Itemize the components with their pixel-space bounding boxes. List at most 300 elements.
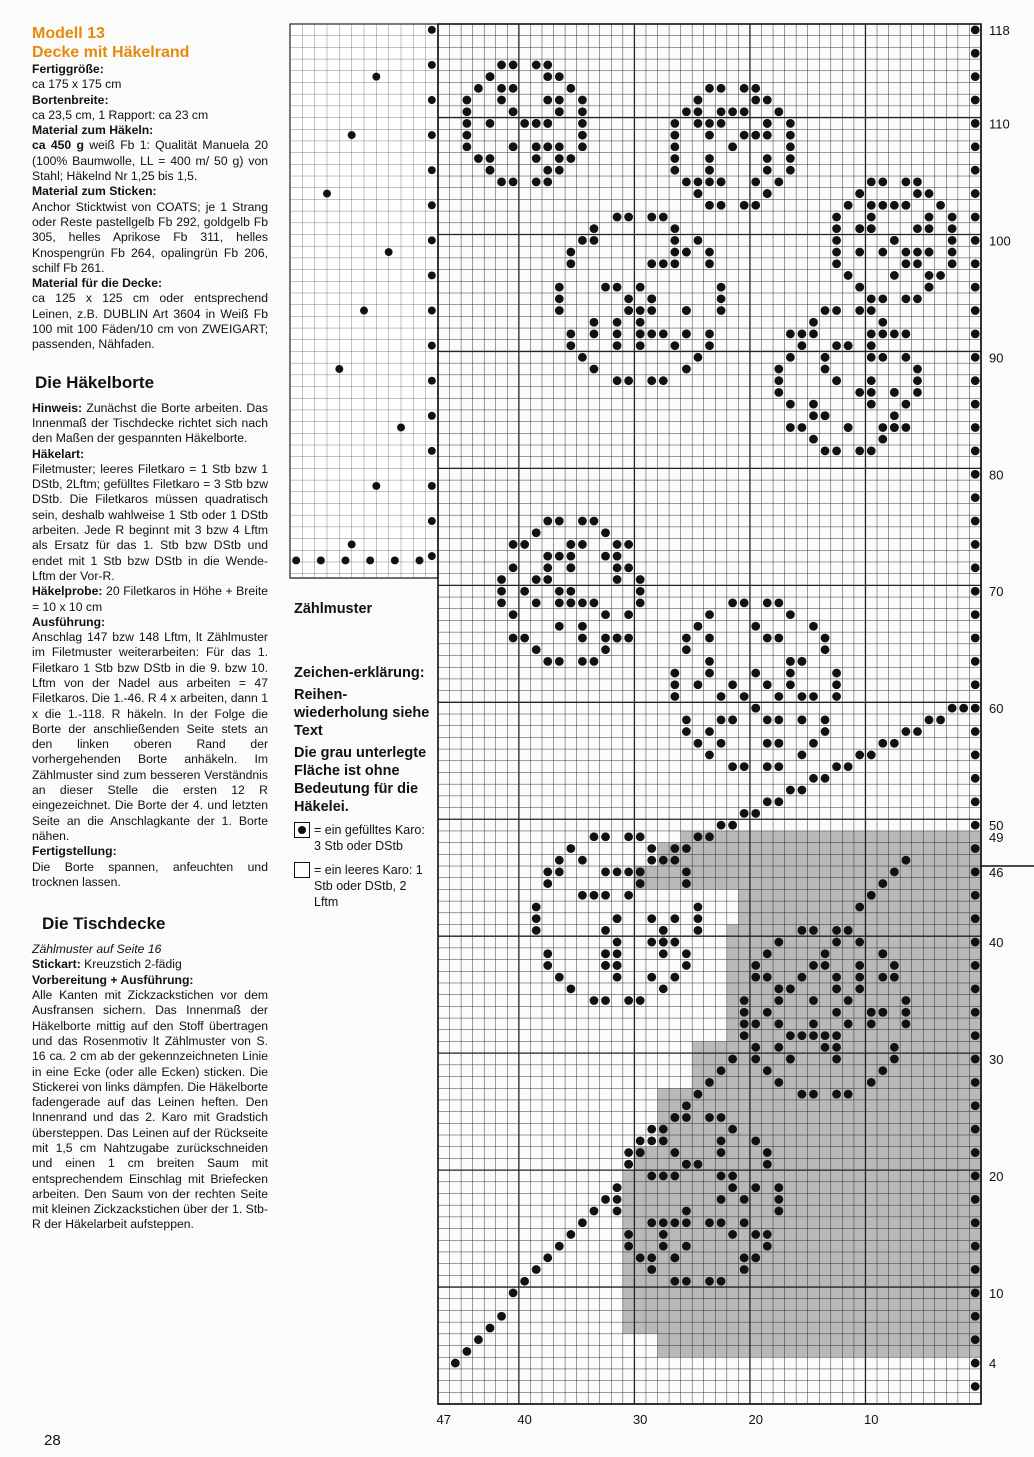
- filled-karo: [682, 1101, 691, 1110]
- filled-karo: [902, 856, 911, 865]
- filled-karo: [682, 715, 691, 724]
- row-label: 4: [989, 1356, 997, 1372]
- filled-karo: [855, 751, 864, 760]
- overlay-karo: [360, 307, 368, 315]
- filled-karo: [890, 236, 899, 245]
- filled-karo: [474, 154, 483, 163]
- filled-karo: [728, 1172, 737, 1181]
- filled-karo: [705, 1113, 714, 1122]
- filled-karo: [763, 1160, 772, 1169]
- filled-karo: [624, 376, 633, 385]
- filled-karo: [705, 657, 714, 666]
- filled-karo: [751, 973, 760, 982]
- filled-karo: [809, 411, 818, 420]
- filled-karo: [728, 680, 737, 689]
- material-haekeln-text: weiß Fb 1: Qualität Manuela 20 (100% Baumwolle, LL = 400 m/ 50 g) von Stahl; Häkelnd Nr 1,25 bis 1,5.: [32, 138, 269, 184]
- filled-karo: [659, 1218, 668, 1227]
- filled-karo: [647, 856, 656, 865]
- filled-karo: [763, 189, 772, 198]
- filled-karo: [636, 306, 645, 315]
- filled-karo: [647, 844, 656, 853]
- filled-karo: [694, 832, 703, 841]
- filled-karo: [590, 1207, 599, 1216]
- filled-karo: [497, 575, 506, 584]
- filled-karo: [786, 131, 795, 140]
- filled-karo: [509, 84, 518, 93]
- filled-karo: [890, 201, 899, 210]
- filled-karo: [774, 996, 783, 1005]
- filled-karo: [613, 1195, 622, 1204]
- filled-karo: [971, 376, 980, 385]
- filled-karo: [601, 552, 610, 561]
- filled-karo: [971, 821, 980, 830]
- filled-karo: [798, 423, 807, 432]
- filled-karo: [763, 973, 772, 982]
- filled-karo: [613, 634, 622, 643]
- filled-karo: [971, 634, 980, 643]
- filled-karo: [717, 294, 726, 303]
- filled-karo: [636, 879, 645, 888]
- filled-karo: [855, 283, 864, 292]
- filled-karo: [867, 353, 876, 362]
- filled-karo: [682, 177, 691, 186]
- filled-karo: [763, 599, 772, 608]
- filled-karo: [890, 423, 899, 432]
- filled-karo: [925, 715, 934, 724]
- overlay-karo: [428, 61, 436, 69]
- filled-karo: [971, 844, 980, 853]
- filled-karo: [740, 1020, 749, 1029]
- filled-karo: [821, 727, 830, 736]
- filled-karo: [751, 1253, 760, 1262]
- filled-karo: [532, 645, 541, 654]
- filled-karo: [902, 248, 911, 257]
- filled-karo: [971, 657, 980, 666]
- filled-karo: [971, 680, 980, 689]
- filled-karo: [694, 353, 703, 362]
- filled-karo: [659, 330, 668, 339]
- haekelart-label: Häkelart:: [32, 446, 85, 461]
- filled-karo: [647, 213, 656, 222]
- filled-karo: [948, 248, 957, 257]
- filled-karo: [774, 1195, 783, 1204]
- filled-karo: [878, 1008, 887, 1017]
- filled-karo: [971, 727, 980, 736]
- filled-karo: [694, 622, 703, 631]
- filled-karo: [809, 1031, 818, 1040]
- filled-karo: [890, 1055, 899, 1064]
- filled-karo: [613, 867, 622, 876]
- filled-karo: [855, 446, 864, 455]
- filled-karo: [844, 271, 853, 280]
- filled-karo: [878, 739, 887, 748]
- filled-karo: [670, 1113, 679, 1122]
- filled-karo: [717, 1218, 726, 1227]
- filled-karo: [509, 142, 518, 151]
- filled-karo: [971, 540, 980, 549]
- filled-karo: [613, 961, 622, 970]
- fertiggroesse-label: Fertiggröße:: [32, 62, 104, 76]
- filled-karo: [613, 575, 622, 584]
- filled-karo: [763, 949, 772, 958]
- filled-karo: [543, 879, 552, 888]
- legend-grau: Die grau unterlegte Fläche ist ohne Bedeutung für die Häkelei.: [294, 745, 427, 815]
- filled-karo: [670, 248, 679, 257]
- filled-karo: [590, 330, 599, 339]
- filled-karo: [774, 938, 783, 947]
- filled-karo: [855, 973, 864, 982]
- filled-karo: [717, 739, 726, 748]
- filled-karo: [809, 692, 818, 701]
- filled-karo: [890, 867, 899, 876]
- filled-karo: [971, 1078, 980, 1087]
- filled-karo: [682, 1113, 691, 1122]
- filled-karo: [578, 131, 587, 140]
- filled-karo: [543, 142, 552, 151]
- filled-karo: [867, 1008, 876, 1017]
- filled-karo: [809, 435, 818, 444]
- row-label: 20: [989, 1168, 1004, 1184]
- filled-karo: [971, 470, 980, 479]
- filled-karo: [670, 1172, 679, 1181]
- filled-karo: [786, 330, 795, 339]
- filled-karo: [740, 201, 749, 210]
- filled-karo: [867, 177, 876, 186]
- overlay-karo: [428, 96, 436, 104]
- filled-karo: [902, 1008, 911, 1017]
- filled-karo: [555, 552, 564, 561]
- filled-karo: [601, 634, 610, 643]
- filled-karo: [462, 107, 471, 116]
- filled-karo: [890, 271, 899, 280]
- filled-karo: [705, 201, 714, 210]
- filled-karo: [647, 330, 656, 339]
- filled-karo: [763, 715, 772, 724]
- filled-karo: [774, 1020, 783, 1029]
- filled-karo: [728, 107, 737, 116]
- filled-karo: [844, 1090, 853, 1099]
- filled-karo: [682, 1242, 691, 1251]
- filled-karo: [694, 914, 703, 923]
- row-label: 10: [989, 1285, 1004, 1301]
- filled-karo: [867, 751, 876, 760]
- filled-karo: [878, 949, 887, 958]
- filled-karo: [694, 1160, 703, 1169]
- filled-karo: [578, 599, 587, 608]
- filled-karo: [925, 213, 934, 222]
- filled-karo: [798, 330, 807, 339]
- filled-karo: [462, 142, 471, 151]
- filled-karo: [509, 610, 518, 619]
- filled-karo: [670, 844, 679, 853]
- filled-karo: [763, 1008, 772, 1017]
- filled-karo: [971, 96, 980, 105]
- filled-karo: [670, 154, 679, 163]
- filled-karo: [462, 119, 471, 128]
- filled-karo: [601, 832, 610, 841]
- filled-karo: [613, 914, 622, 923]
- filled-karo: [532, 142, 541, 151]
- filled-karo: [809, 622, 818, 631]
- filled-karo: [740, 1008, 749, 1017]
- filled-karo: [971, 984, 980, 993]
- row-label: 80: [989, 467, 1004, 483]
- col-label: 10: [864, 1412, 879, 1427]
- filled-karo: [821, 774, 830, 783]
- filled-karo: [786, 984, 795, 993]
- filled-karo: [786, 353, 795, 362]
- filled-karo: [601, 528, 610, 537]
- filled-karo: [751, 96, 760, 105]
- filled-karo: [532, 926, 541, 935]
- filled-karo: [763, 634, 772, 643]
- filled-karo: [867, 400, 876, 409]
- filled-karo: [844, 341, 853, 350]
- filled-karo: [509, 634, 518, 643]
- filled-karo: [486, 1324, 495, 1333]
- filled-karo: [728, 1055, 737, 1064]
- overlay-karo: [428, 26, 436, 34]
- filled-karo: [717, 692, 726, 701]
- legend-empty-text: = ein leeres Karo: 1 Stb oder DStb, 2 Lftm: [314, 863, 423, 909]
- filled-karo: [971, 1242, 980, 1251]
- filled-karo: [855, 388, 864, 397]
- filled-karo: [532, 1265, 541, 1274]
- filled-karo: [543, 166, 552, 175]
- ausfuehrung-text: Anschlag 147 bzw 148 Lftm, lt Zählmuster im Filetmuster weiterarbeiten: Für das 1. Filetkaro 1 Stb bzw DStb in die 9. bzw 10. Lftm von der Nadel aus arbeiten = 47 Filetkaros. Die 1.-46. R 4 x arbeiten, dann 1 x die 1.-118. R häkeln. In der Folge die Borte der anschließenden Seite stets an den linken oberen Rand der vorhergehenden Borte anhäkeln. Im Zählmuster sind zum besseren Verständnis an dieser Stelle die ersten 12 R eingezeichnet. Die Borte der 4. und letzten Seite an die Anschlagkante der 1. Borte nähen.: [32, 630, 268, 843]
- filled-karo: [948, 236, 957, 245]
- filled-karo: [878, 435, 887, 444]
- filled-karo: [855, 938, 864, 947]
- filled-karo: [936, 201, 945, 210]
- filled-karo: [578, 1218, 587, 1227]
- filled-karo: [578, 353, 587, 362]
- filled-karo: [832, 248, 841, 257]
- filled-karo: [682, 645, 691, 654]
- filled-karo: [613, 330, 622, 339]
- row-label: 70: [989, 584, 1004, 600]
- row-label: 100: [989, 233, 1011, 249]
- filled-karo: [670, 669, 679, 678]
- filled-karo: [647, 914, 656, 923]
- filled-karo: [740, 1031, 749, 1040]
- filled-karo: [971, 423, 980, 432]
- filled-karo: [474, 84, 483, 93]
- filled-karo: [971, 446, 980, 455]
- filled-karo: [751, 1183, 760, 1192]
- filled-karo: [832, 680, 841, 689]
- filled-karo: [971, 72, 980, 81]
- filled-karo: [509, 107, 518, 116]
- filled-karo: [751, 1043, 760, 1052]
- col-label: 47: [436, 1412, 452, 1427]
- filled-karo: [832, 984, 841, 993]
- filled-karo: [809, 926, 818, 935]
- filled-karo: [867, 376, 876, 385]
- bortenbreite-value: ca 23,5 cm, 1 Rapport: ca 23 cm: [32, 107, 209, 122]
- filled-karo: [497, 587, 506, 596]
- filled-karo: [971, 704, 980, 713]
- filled-karo: [682, 1207, 691, 1216]
- filled-karo: [867, 294, 876, 303]
- filled-karo: [971, 119, 980, 128]
- probe-text: 20 Filetkaros in Höhe + Breite = 10 x 10 cm: [32, 584, 269, 614]
- filled-karo: [532, 61, 541, 70]
- filled-karo: [971, 1195, 980, 1204]
- filled-karo: [670, 131, 679, 140]
- filled-karo: [786, 610, 795, 619]
- filled-karo: [694, 926, 703, 935]
- filled-karo: [647, 973, 656, 982]
- filled-karo: [717, 1172, 726, 1181]
- filled-karo: [636, 1136, 645, 1145]
- filled-karo: [717, 1066, 726, 1075]
- filled-karo: [462, 96, 471, 105]
- overlay-karo: [317, 556, 325, 564]
- filled-karo: [578, 891, 587, 900]
- overlay-karo: [335, 365, 343, 373]
- filled-karo: [705, 330, 714, 339]
- model-number: Modell 13: [32, 25, 105, 42]
- filled-karo: [751, 809, 760, 818]
- filled-karo: [682, 1277, 691, 1286]
- filled-karo: [647, 1136, 656, 1145]
- filled-karo: [763, 680, 772, 689]
- filled-karo: [532, 914, 541, 923]
- filled-karo: [497, 84, 506, 93]
- filled-karo: [913, 365, 922, 374]
- filled-karo: [728, 821, 737, 830]
- filled-karo: [601, 961, 610, 970]
- filled-karo: [520, 587, 529, 596]
- filled-karo: [497, 96, 506, 105]
- legend-filled-text: = ein gefülltes Karo: 3 Stb oder DStb: [314, 823, 425, 853]
- overlay-karo: [428, 236, 436, 244]
- filled-karo: [832, 259, 841, 268]
- filled-karo: [809, 739, 818, 748]
- haekelborte-heading: Die Häkelborte: [35, 372, 155, 392]
- filled-karo: [890, 388, 899, 397]
- filled-karo: [913, 388, 922, 397]
- filled-karo: [566, 540, 575, 549]
- filled-karo: [555, 657, 564, 666]
- filled-karo: [543, 961, 552, 970]
- filled-karo: [705, 610, 714, 619]
- filled-karo: [555, 107, 564, 116]
- filled-karo: [728, 142, 737, 151]
- filled-karo: [717, 201, 726, 210]
- filled-karo: [705, 832, 714, 841]
- filled-karo: [717, 1195, 726, 1204]
- filled-karo: [902, 727, 911, 736]
- filled-karo: [682, 1218, 691, 1227]
- filled-karo: [624, 610, 633, 619]
- filled-karo: [971, 1172, 980, 1181]
- filled-karo: [601, 610, 610, 619]
- filled-karo: [694, 1090, 703, 1099]
- filled-karo: [844, 996, 853, 1005]
- filled-karo: [902, 423, 911, 432]
- filled-karo: [532, 119, 541, 128]
- filled-karo: [878, 330, 887, 339]
- filled-karo: [543, 177, 552, 186]
- filled-karo: [670, 1148, 679, 1157]
- filled-karo: [890, 1043, 899, 1052]
- filled-karo: [774, 1207, 783, 1216]
- filled-karo: [751, 84, 760, 93]
- filled-karo: [462, 1347, 471, 1356]
- filled-karo: [578, 236, 587, 245]
- filled-karo: [613, 213, 622, 222]
- filled-karo: [867, 213, 876, 222]
- filled-karo: [497, 599, 506, 608]
- filled-karo: [832, 973, 841, 982]
- filled-karo: [647, 376, 656, 385]
- filled-karo: [751, 131, 760, 140]
- filled-karo: [751, 1230, 760, 1239]
- overlay-karo: [428, 131, 436, 139]
- filled-karo: [659, 1136, 668, 1145]
- filled-karo: [636, 599, 645, 608]
- filled-karo: [913, 189, 922, 198]
- filled-karo: [717, 715, 726, 724]
- col-label: 40: [517, 1412, 532, 1427]
- filled-karo: [532, 528, 541, 537]
- filled-karo: [786, 154, 795, 163]
- stickart-label: Stickart:: [32, 957, 81, 972]
- filled-karo: [705, 727, 714, 736]
- filled-karo: [705, 341, 714, 350]
- filled-karo: [682, 961, 691, 970]
- filled-karo: [555, 96, 564, 105]
- filled-karo: [971, 493, 980, 502]
- tischdecke-heading: Die Tischdecke: [42, 914, 166, 934]
- filled-karo: [520, 1277, 529, 1286]
- filled-karo: [509, 177, 518, 186]
- filled-karo: [832, 669, 841, 678]
- filled-karo: [936, 271, 945, 280]
- filled-karo: [659, 213, 668, 222]
- filled-karo: [728, 1125, 737, 1134]
- material-decke-label: Material für die Decke:: [32, 276, 163, 291]
- filled-karo: [624, 1160, 633, 1169]
- filled-karo: [855, 248, 864, 257]
- filled-karo: [959, 704, 968, 713]
- filled-karo: [728, 715, 737, 724]
- vorbereitung-text: Alle Kanten mit Zickzackstichen vor dem Ausfransen sichern. Das Innenmaß der Häkelborte mittig auf den Stoff übertragen und das Rosenmotiv lt Zählmuster von S. 16 ca. 2 cm ab der gekennzeichneten Linie in eine Ecke (oder alle Ecken) sticken. Die Stickerei von links dämpfen. Die Häkelborte fadengerade auf das Leinen heften. Den Innenrand und das 2. Karo mit Gradstich übersteppen. Das Leinen auf der Rückseite mit 1,5 cm Nahtzugabe zurückschneiden und einen 1 cm breiten Saum mit entsprechendem Einschlag mit Briefecken arbeiten. Den Saum von der rechten Seite mit kleinen Zickzackstichen über der 1. Stb-R der Häkelarbeit aufsteppen.: [32, 988, 268, 1232]
- filled-karo: [971, 1265, 980, 1274]
- filled-karo: [682, 634, 691, 643]
- row-label: 118: [989, 22, 1010, 38]
- article-title: Decke mit Häkelrand: [32, 44, 190, 61]
- filled-karo: [821, 353, 830, 362]
- filled-karo: [613, 552, 622, 561]
- overlay-karo: [292, 556, 300, 564]
- filled-karo: [705, 1277, 714, 1286]
- filled-karo: [659, 984, 668, 993]
- filled-karo: [636, 587, 645, 596]
- filled-karo: [543, 1253, 552, 1262]
- filled-karo: [774, 1078, 783, 1087]
- filled-karo: [878, 177, 887, 186]
- filled-karo: [867, 306, 876, 315]
- filled-karo: [971, 751, 980, 760]
- row-label: 49: [989, 829, 1004, 845]
- filled-karo: [566, 563, 575, 572]
- filled-karo: [821, 634, 830, 643]
- filled-karo: [555, 294, 564, 303]
- filled-karo: [590, 236, 599, 245]
